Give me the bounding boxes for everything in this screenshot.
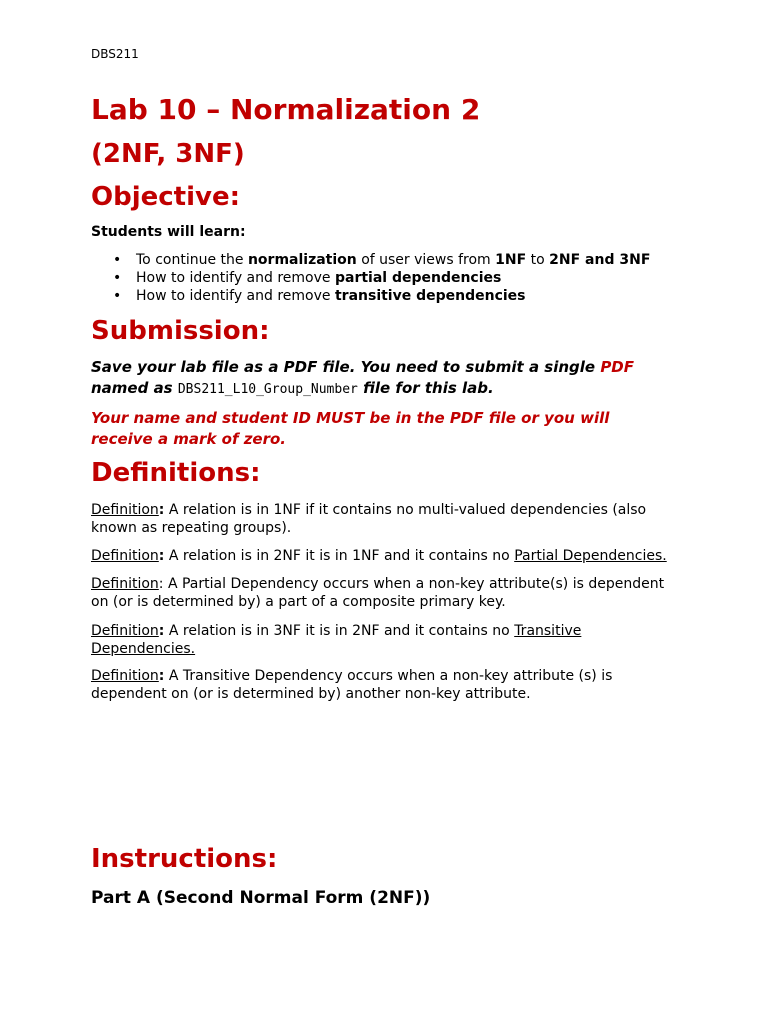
objective-heading: Objective: [91,182,240,212]
definitions-heading: Definitions: [91,458,261,488]
list-item: • How to identify and remove partial dependencies [113,270,502,286]
definition-transitive-dependency: Definition: A Transitive Dependency occurs when a non-key attribute (s) is dependent on (or is determined by) another non-key attribute. [91,668,613,702]
definition-1nf: Definition: A relation is in 1NF if it contains no multi-valued dependencies (also known as repeating groups). [91,502,647,536]
submission-heading: Submission: [91,316,270,346]
list-item: • How to identify and remove transitive dependencies [113,288,526,304]
course-code: DBS211 [91,47,139,61]
bullet-icon: • [113,270,122,286]
bullet-icon: • [113,288,122,304]
instructions-heading: Instructions: [91,844,278,874]
doc-title: Lab 10 – Normalization 2 [91,93,481,126]
objective-intro: Students will learn: [91,224,246,240]
objective-list [91,251,650,305]
doc-subtitle: (2NF, 3NF) [91,139,245,169]
bullet-icon: • [113,252,122,268]
part-a-heading: Part A (Second Normal Form (2NF)) [91,888,431,908]
definition-2nf: Definition: A relation is in 2NF it is in 1NF and it contains no Partial Dependencies. [91,548,667,564]
filename: DBS211_L10_Group_Number [177,382,358,397]
definition-partial-dependency: Definition: A Partial Dependency occurs when a non-key attribute(s) is dependent on (or is determined by) a part of a composite primary key. [91,576,665,610]
list-item: • To continue the normalization of user views from 1NF to 2NF and 3NF [113,252,651,268]
definition-3nf: Definition: A relation is in 3NF it is in 2NF and it contains no Transitive Dependencies. [91,623,582,657]
submission-instructions: Save your lab file as a PDF file. You need to submit a single PDF named as DBS211_L10_Group_Number file for this lab. [91,358,635,397]
submission-warning: Your name and student ID MUST be in the PDF file or you will receive a mark of zero. [91,409,610,448]
